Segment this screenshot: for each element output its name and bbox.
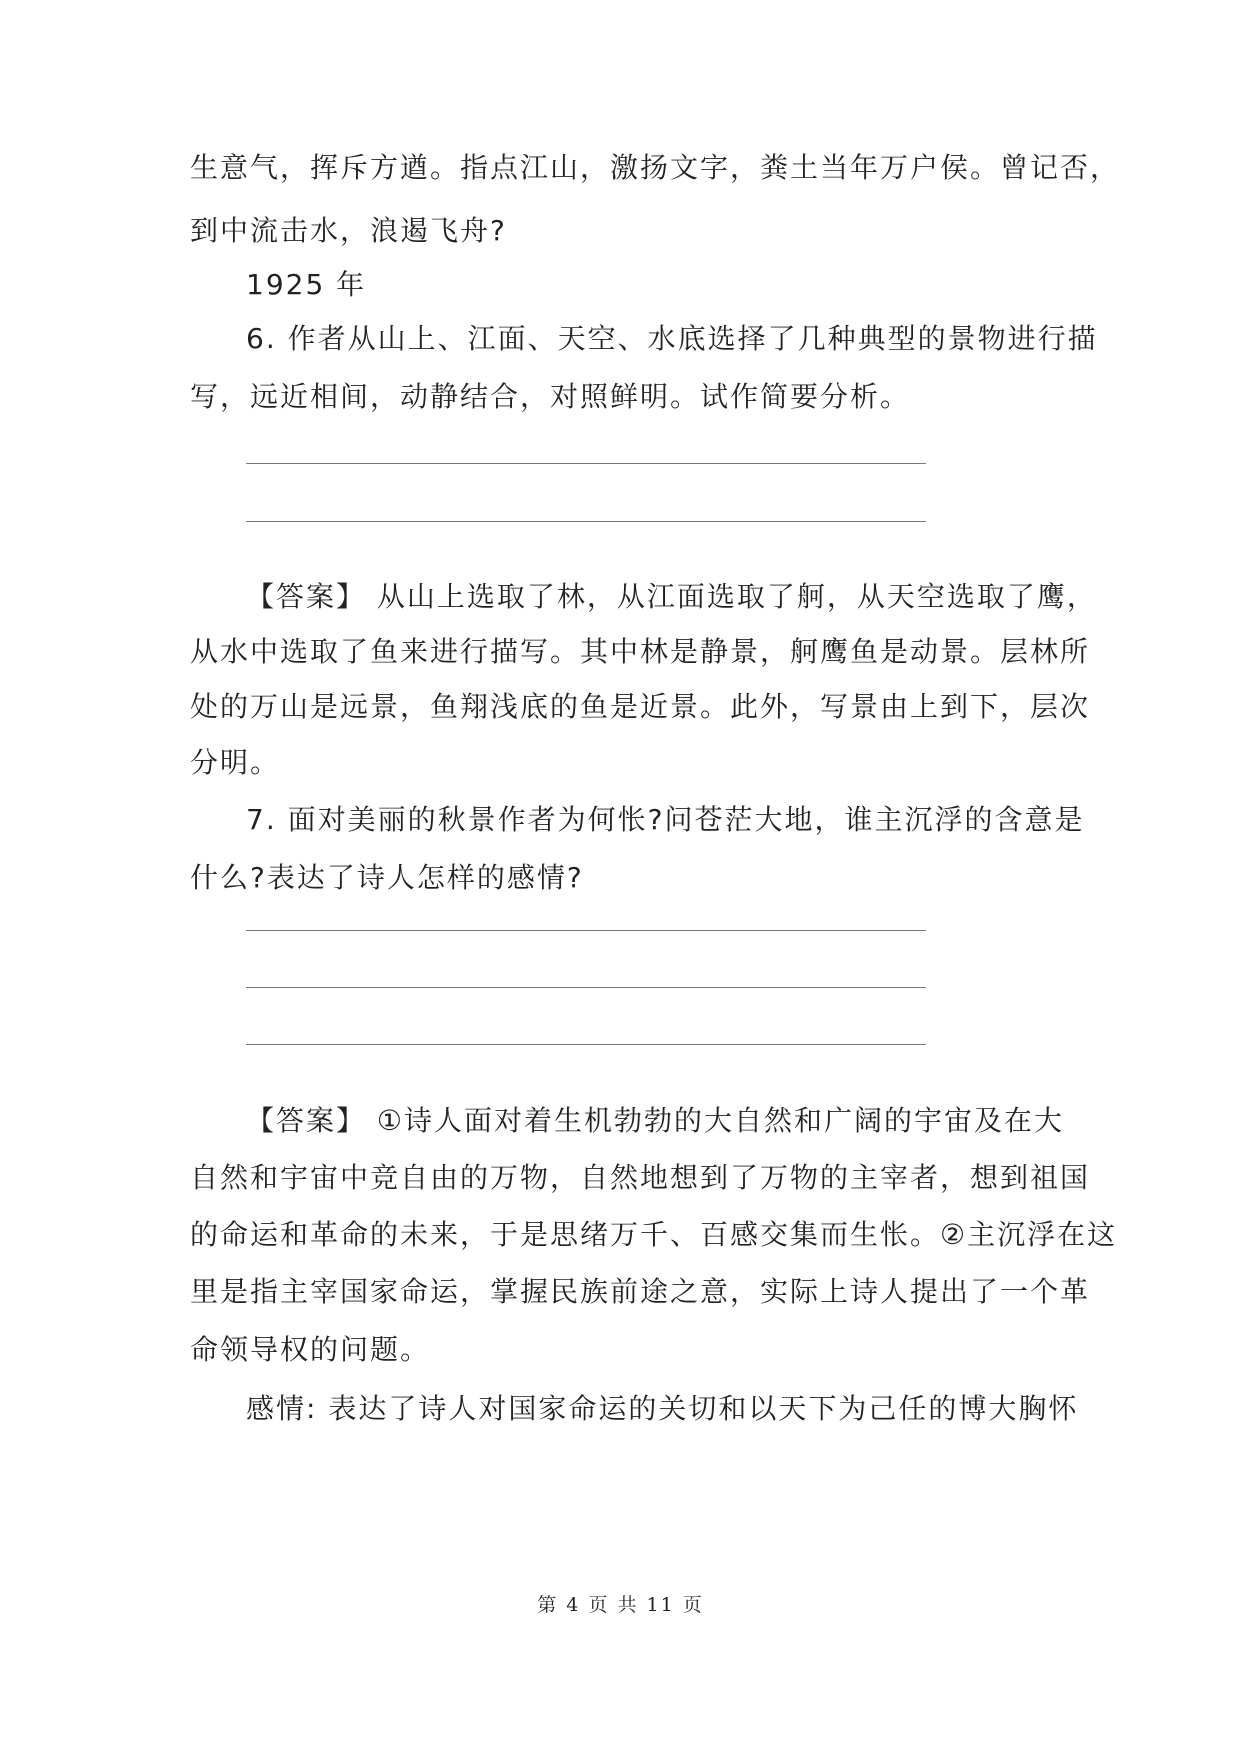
answer-blank-line <box>246 987 926 988</box>
question-7-line-1: 7. 面对美丽的秋景作者为何怅?问苍茫大地，谁主沉浮的含意是 <box>246 803 1085 836</box>
answer-6-line-1: 【答案】 从山上选取了林，从江面选取了舸，从天空选取了鹰， <box>246 580 1097 613</box>
poem-line-1: 生意气，挥斥方遒。指点江山，激扬文字，粪土当年万户侯。曾记否， <box>190 151 1121 184</box>
answer-7-line-4: 里是指主宰国家命运，掌握民族前途之意，实际上诗人提出了一个革 <box>190 1275 1091 1308</box>
emotion-line: 感情: 表达了诗人对国家命运的关切和以天下为己任的博大胸怀 <box>246 1392 1079 1425</box>
answer-7-line-1: 【答案】 ①诗人面对着生机勃勃的大自然和广阔的宇宙及在大 <box>246 1104 1065 1137</box>
answer-7-line-2: 自然和宇宙中竞自由的万物，自然地想到了万物的主宰者，想到祖国 <box>190 1161 1091 1194</box>
answer-6-line-3: 处的万山是远景，鱼翔浅底的鱼是近景。此外，写景由上到下，层次 <box>190 690 1091 723</box>
answer-6-line-2: 从水中选取了鱼来进行描写。其中林是静景，舸鹰鱼是动景。层林所 <box>190 635 1091 668</box>
answer-7-line-5: 命领导权的问题。 <box>190 1333 431 1366</box>
page-footer: 第 4 页 共 11 页 <box>537 1594 704 1616</box>
answer-blank-line <box>246 1044 926 1045</box>
poem-line-2: 到中流击水，浪遏飞舟? <box>190 214 507 247</box>
question-7-line-2: 什么?表达了诗人怎样的感情? <box>190 861 584 894</box>
answer-blank-line <box>246 930 926 931</box>
poem-date: 1925 年 <box>246 268 367 301</box>
answer-blank-line <box>246 521 926 522</box>
answer-6-line-4: 分明。 <box>190 746 281 779</box>
question-6-line-2: 写，远近相间，动静结合，对照鲜明。试作简要分析。 <box>190 380 911 413</box>
question-6-line-1: 6. 作者从山上、江面、天空、水底选择了几种典型的景物进行描 <box>246 322 1098 355</box>
answer-7-line-3: 的命运和革命的未来，于是思绪万千、百感交集而生怅。②主沉浮在这 <box>190 1218 1118 1251</box>
answer-blank-line <box>246 463 926 464</box>
